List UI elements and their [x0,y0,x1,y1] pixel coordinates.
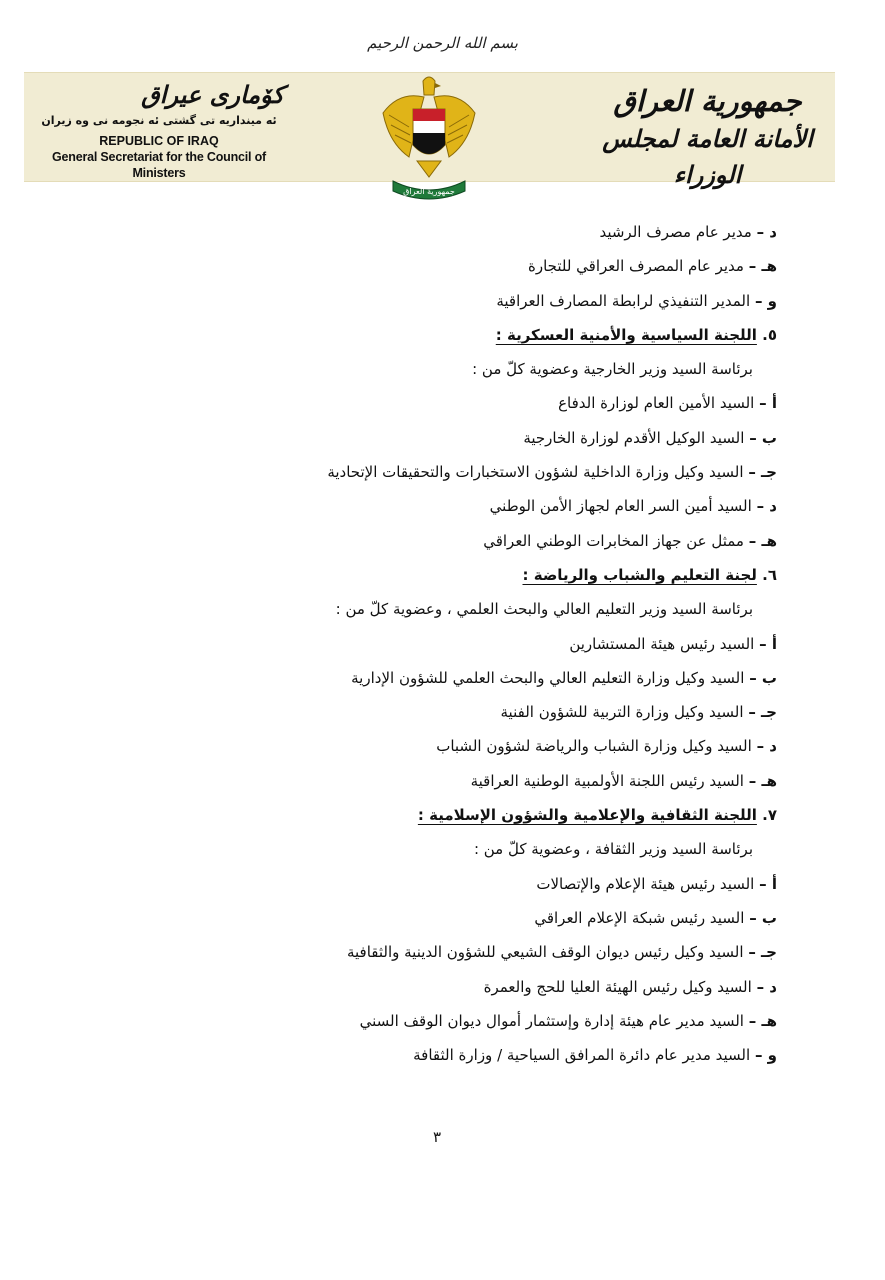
list-item [117,284,777,318]
item-text: السيد رئيس هيئة الإعلام والإتصالات [536,874,755,893]
item-text: السيد وكيل رئيس ديوان الوقف الشيعي للشؤون الدينية والثقافية [346,943,744,962]
list-item [117,867,777,901]
section-intro [117,592,777,626]
item-text: السيد الأمين العام لوزارة الدفاع [558,394,755,413]
item-text: برئاسة السيد وزير التعليم العالي والبحث العلمي ، وعضوية كلّ من : [335,600,753,619]
item-text: السيد مدير عام دائرة المرافق السياحية / وزارة الثقافة [413,1046,751,1065]
item-label: ٦. [762,565,777,584]
item-label: ٧. [762,806,777,825]
item-text: مدير عام المصرف العراقي للتجارة [527,257,744,276]
list-item [117,627,777,661]
item-label: ٥. [762,325,777,344]
section-heading [117,558,777,592]
item-label: د – [756,223,777,241]
item-text: السيد وكيل رئيس الهيئة العليا للحج والعمرة [483,977,752,996]
list-item [117,215,777,249]
list-item [117,489,777,523]
item-label: هـ – [748,771,777,790]
letterhead [24,72,835,196]
list-item [117,455,777,489]
list-item [117,421,777,455]
basmala: بسم الله الرحمن الرحيم [367,34,518,52]
kurdish-subtitle: ئه مینداریه تی گشتی ئه نجومه نی وه زیران [41,114,277,127]
list-item [117,970,777,1004]
english-secretariat: General Secretariat for the Council of Ministers [52,150,266,180]
list-item [117,695,777,729]
item-text: السيد وكيل وزارة الداخلية لشؤون الاستخبارات والتحقيقات الإتحادية [327,463,744,482]
list-item [117,386,777,420]
item-text: السيد وكيل وزارة التربية للشؤون الفنية [500,703,744,722]
item-text: السيد رئيس شبكة الإعلام العراقي [534,908,745,927]
item-text: السيد رئيس هيئة المستشارين [569,634,755,653]
item-text: المدير التنفيذي لرابطة المصارف العراقية [496,291,751,310]
list-item [117,729,777,763]
item-text: السيد مدير عام هيئة إدارة وإستثمار أموال ديوان الوقف السني [359,1011,744,1030]
letterhead-right-block [600,81,815,193]
list-item [117,935,777,969]
item-label: ب – [749,668,777,687]
section-heading [117,318,777,352]
item-label: و – [754,291,777,310]
list-item [117,1038,777,1072]
english-republic: REPUBLIC OF IRAQ [99,134,219,148]
page-number: ٣ [432,1128,442,1146]
item-text: برئاسة السيد وزير الثقافة ، وعضوية كلّ من : [473,840,753,859]
list-item [117,524,777,558]
item-label: هـ – [748,1011,777,1030]
item-label: أ – [759,634,777,653]
item-label: د – [756,497,777,516]
item-label: و – [754,1046,777,1065]
arabic-subtitle: الأمانة العامة لمجلس الوزراء [602,124,813,189]
kurdish-title: كۆماری عیراق [141,80,284,109]
letterhead-left-block [34,79,284,181]
item-label: أ – [759,874,777,893]
item-text: مدير عام مصرف الرشيد [599,223,752,241]
item-label: هـ – [748,531,777,550]
emblem-ribbon-text: جمهورية العراق [403,187,455,196]
list-item [117,249,777,283]
section-heading [117,798,777,832]
list-item [117,764,777,798]
item-text: السيد وكيل وزارة التعليم العالي والبحث العلمي للشؤون الإدارية [351,668,745,687]
item-label: د – [756,977,777,996]
list-item [117,901,777,935]
item-label: جـ – [748,943,777,962]
item-text: السيد وكيل وزارة الشباب والرياضة لشؤون الشباب [436,737,752,756]
eagle-emblem-icon [379,73,479,207]
item-text: اللجنة السياسية والأمنية العسكرية : [495,325,757,344]
list-item [117,661,777,695]
item-text: السيد الوكيل الأقدم لوزارة الخارجية [523,428,745,447]
item-label: أ – [759,394,777,413]
item-label: هـ – [748,257,777,276]
arabic-title: جمهورية العراق [613,84,802,118]
list-item [117,1004,777,1038]
item-text: ممثل عن جهاز المخابرات الوطني العراقي [483,531,744,550]
item-label: ب – [749,428,777,447]
section-intro [117,352,777,386]
item-text: برئاسة السيد وزير الخارجية وعضوية كلّ من : [472,360,753,379]
section-intro [117,832,777,866]
item-text: السيد رئيس اللجنة الأولمبية الوطنية العراقية [470,771,744,790]
document-body [117,215,777,1072]
item-text: لجنة التعليم والشباب والرياضة : [522,565,757,584]
item-text: اللجنة الثقافية والإعلامية والشؤون الإسلامية : [417,806,757,825]
item-text: السيد أمين السر العام لجهاز الأمن الوطني [489,497,752,516]
item-label: د – [756,737,777,756]
item-label: جـ – [748,463,777,482]
item-label: ب – [749,908,777,927]
item-label: جـ – [748,703,777,722]
